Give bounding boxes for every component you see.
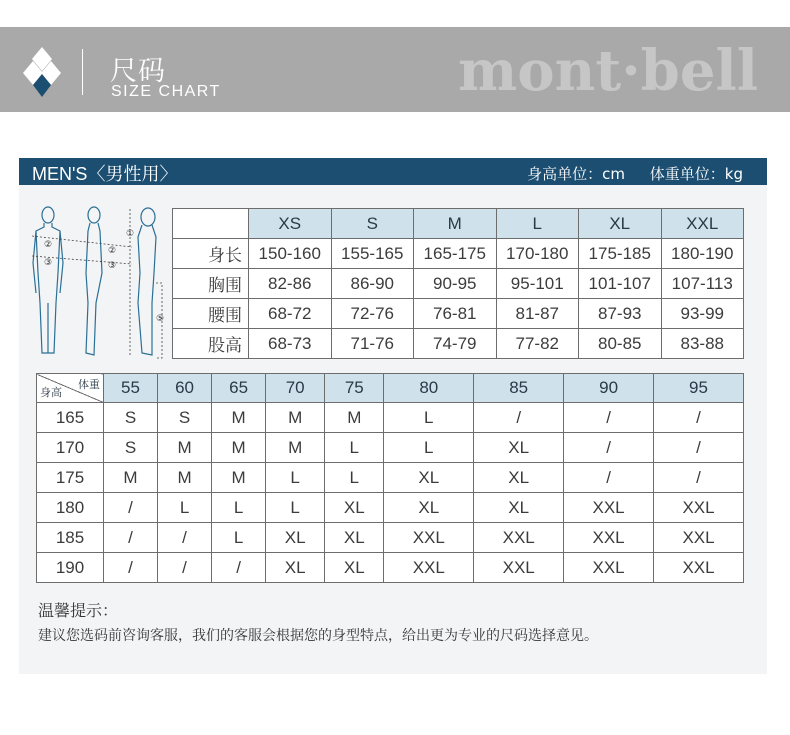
height-weight-table	[36, 373, 744, 583]
table-cell: 72-76	[331, 299, 414, 329]
table-cell: 95-101	[496, 269, 579, 299]
row-label: 腰围	[173, 299, 249, 329]
table-cell: 180-190	[661, 239, 744, 269]
weight-unit: 体重单位：kg	[649, 165, 743, 183]
table-cell: 107-113	[661, 269, 744, 299]
table-cell: XL	[266, 553, 325, 583]
section-header	[19, 158, 767, 185]
marker-3b: ③	[108, 261, 117, 271]
table-cell: 80-85	[579, 329, 662, 359]
section-title: MEN'S〈男性用〉	[32, 164, 178, 184]
table-row	[173, 269, 744, 299]
size-header: XL	[579, 209, 662, 239]
size-measurement-table	[172, 208, 744, 359]
weight-header: 65	[212, 374, 266, 403]
header-band	[0, 27, 790, 112]
table-cell: L	[384, 403, 474, 433]
table-cell: /	[104, 493, 158, 523]
table-cell: 68-72	[249, 299, 332, 329]
row-label: 股高	[173, 329, 249, 359]
table-cell: 76-81	[414, 299, 497, 329]
row-label: 胸围	[173, 269, 249, 299]
table-cell: M	[212, 403, 266, 433]
diamond-logo-icon	[22, 47, 62, 97]
body-measurement-figures	[28, 203, 168, 363]
table-cell: /	[654, 403, 744, 433]
table-cell: 101-107	[579, 269, 662, 299]
table-cell: L	[266, 463, 325, 493]
table-row	[37, 403, 744, 433]
table-cell: /	[654, 433, 744, 463]
table-cell: 86-90	[331, 269, 414, 299]
table-cell: XXL	[564, 553, 654, 583]
front-body-figure-icon	[33, 207, 63, 353]
table-row	[173, 239, 744, 269]
table-row	[37, 463, 744, 493]
table-row	[37, 553, 744, 583]
table-cell: 175-185	[579, 239, 662, 269]
table-row	[173, 329, 744, 359]
table-cell: 170-180	[496, 239, 579, 269]
table-cell: XL	[325, 493, 384, 523]
table-row	[37, 523, 744, 553]
table-cell: L	[266, 493, 325, 523]
table-cell: /	[104, 553, 158, 583]
height-label: 185	[37, 523, 104, 553]
marker-2b: ②	[108, 246, 117, 256]
table-cell: M	[325, 403, 384, 433]
table-cell: XXL	[384, 553, 474, 583]
table-cell: /	[564, 433, 654, 463]
table-cell: XL	[474, 493, 564, 523]
table-cell: XXL	[474, 553, 564, 583]
header-divider	[82, 49, 83, 95]
size-header-row	[173, 209, 744, 239]
table-cell: 83-88	[661, 329, 744, 359]
height-label: 180	[37, 493, 104, 523]
table-cell: L	[384, 433, 474, 463]
tips-body: 建议您选码前咨询客服，我们的客服会根据您的身型特点，给出更为专业的尺码选择意见。	[38, 628, 598, 644]
height-label: 190	[37, 553, 104, 583]
table-cell: XL	[474, 433, 564, 463]
weight-header: 55	[104, 374, 158, 403]
table-cell: S	[104, 433, 158, 463]
weight-header: 75	[325, 374, 384, 403]
table-cell: M	[266, 403, 325, 433]
table-cell: 150-160	[249, 239, 332, 269]
marker-3a: ③	[44, 258, 53, 268]
table-corner	[173, 209, 249, 239]
table-cell: 87-93	[579, 299, 662, 329]
table-cell: XL	[474, 463, 564, 493]
table-row	[37, 433, 744, 463]
corner-height-label: 身高	[40, 387, 62, 399]
table-cell: 77-82	[496, 329, 579, 359]
page-subtitle: SIZE CHART	[111, 83, 221, 100]
table-cell: L	[325, 433, 384, 463]
table-cell: /	[654, 463, 744, 493]
table-cell: 165-175	[414, 239, 497, 269]
table-cell: S	[158, 403, 212, 433]
table-cell: M	[104, 463, 158, 493]
weight-header: 95	[654, 374, 744, 403]
table-cell: XL	[384, 463, 474, 493]
table-cell: L	[158, 493, 212, 523]
table-cell: L	[212, 523, 266, 553]
table-cell: XXL	[654, 523, 744, 553]
side-body-figure-icon	[86, 207, 102, 355]
units-info	[507, 163, 743, 184]
row-label: 身长	[173, 239, 249, 269]
table-cell: L	[212, 493, 266, 523]
table-cell: 68-73	[249, 329, 332, 359]
brand-logo: mont·bell	[458, 38, 759, 104]
weight-header: 90	[564, 374, 654, 403]
corner-weight-label: 体重	[78, 379, 100, 391]
table-cell: M	[158, 463, 212, 493]
tips-title: 温馨提示：	[38, 601, 119, 620]
table-cell: XL	[325, 523, 384, 553]
table-cell: XL	[325, 553, 384, 583]
table-cell: 82-86	[249, 269, 332, 299]
table-cell: /	[158, 523, 212, 553]
profile-body-figure-icon	[138, 208, 156, 355]
table-cell: XL	[384, 493, 474, 523]
height-label: 175	[37, 463, 104, 493]
size-header: S	[331, 209, 414, 239]
table-cell: XXL	[564, 523, 654, 553]
table-cell: /	[212, 553, 266, 583]
size-header: L	[496, 209, 579, 239]
table-row	[173, 299, 744, 329]
table-cell: XXL	[384, 523, 474, 553]
height-label: 165	[37, 403, 104, 433]
marker-2a: ②	[44, 240, 53, 250]
table-cell: 81-87	[496, 299, 579, 329]
table-cell: XXL	[564, 493, 654, 523]
table-cell: 155-165	[331, 239, 414, 269]
height-unit: 身高单位：cm	[527, 165, 625, 183]
table-row	[37, 493, 744, 523]
table-cell: /	[474, 403, 564, 433]
page-title: 尺码	[110, 56, 166, 87]
weight-header: 60	[158, 374, 212, 403]
table-cell: /	[564, 463, 654, 493]
table-cell: XXL	[474, 523, 564, 553]
weight-header: 80	[384, 374, 474, 403]
table-cell: 93-99	[661, 299, 744, 329]
marker-5: ⑤	[156, 314, 165, 324]
table-cell: M	[158, 433, 212, 463]
table-cell: /	[564, 403, 654, 433]
size-header: XXL	[661, 209, 744, 239]
weight-header: 85	[474, 374, 564, 403]
table-cell: 90-95	[414, 269, 497, 299]
marker-1: ①	[126, 229, 135, 239]
size-header: M	[414, 209, 497, 239]
table-cell: 71-76	[331, 329, 414, 359]
table-cell: M	[212, 463, 266, 493]
table-cell: /	[158, 553, 212, 583]
weight-header: 70	[266, 374, 325, 403]
table-cell: S	[104, 403, 158, 433]
table-cell: XL	[266, 523, 325, 553]
table-corner	[37, 374, 104, 403]
size-header: XS	[249, 209, 332, 239]
table-cell: M	[212, 433, 266, 463]
table-cell: L	[325, 463, 384, 493]
height-label: 170	[37, 433, 104, 463]
table-cell: XXL	[654, 553, 744, 583]
table-cell: XXL	[654, 493, 744, 523]
table-cell: /	[104, 523, 158, 553]
table-cell: M	[266, 433, 325, 463]
weight-header-row	[37, 374, 744, 403]
table-cell: 74-79	[414, 329, 497, 359]
